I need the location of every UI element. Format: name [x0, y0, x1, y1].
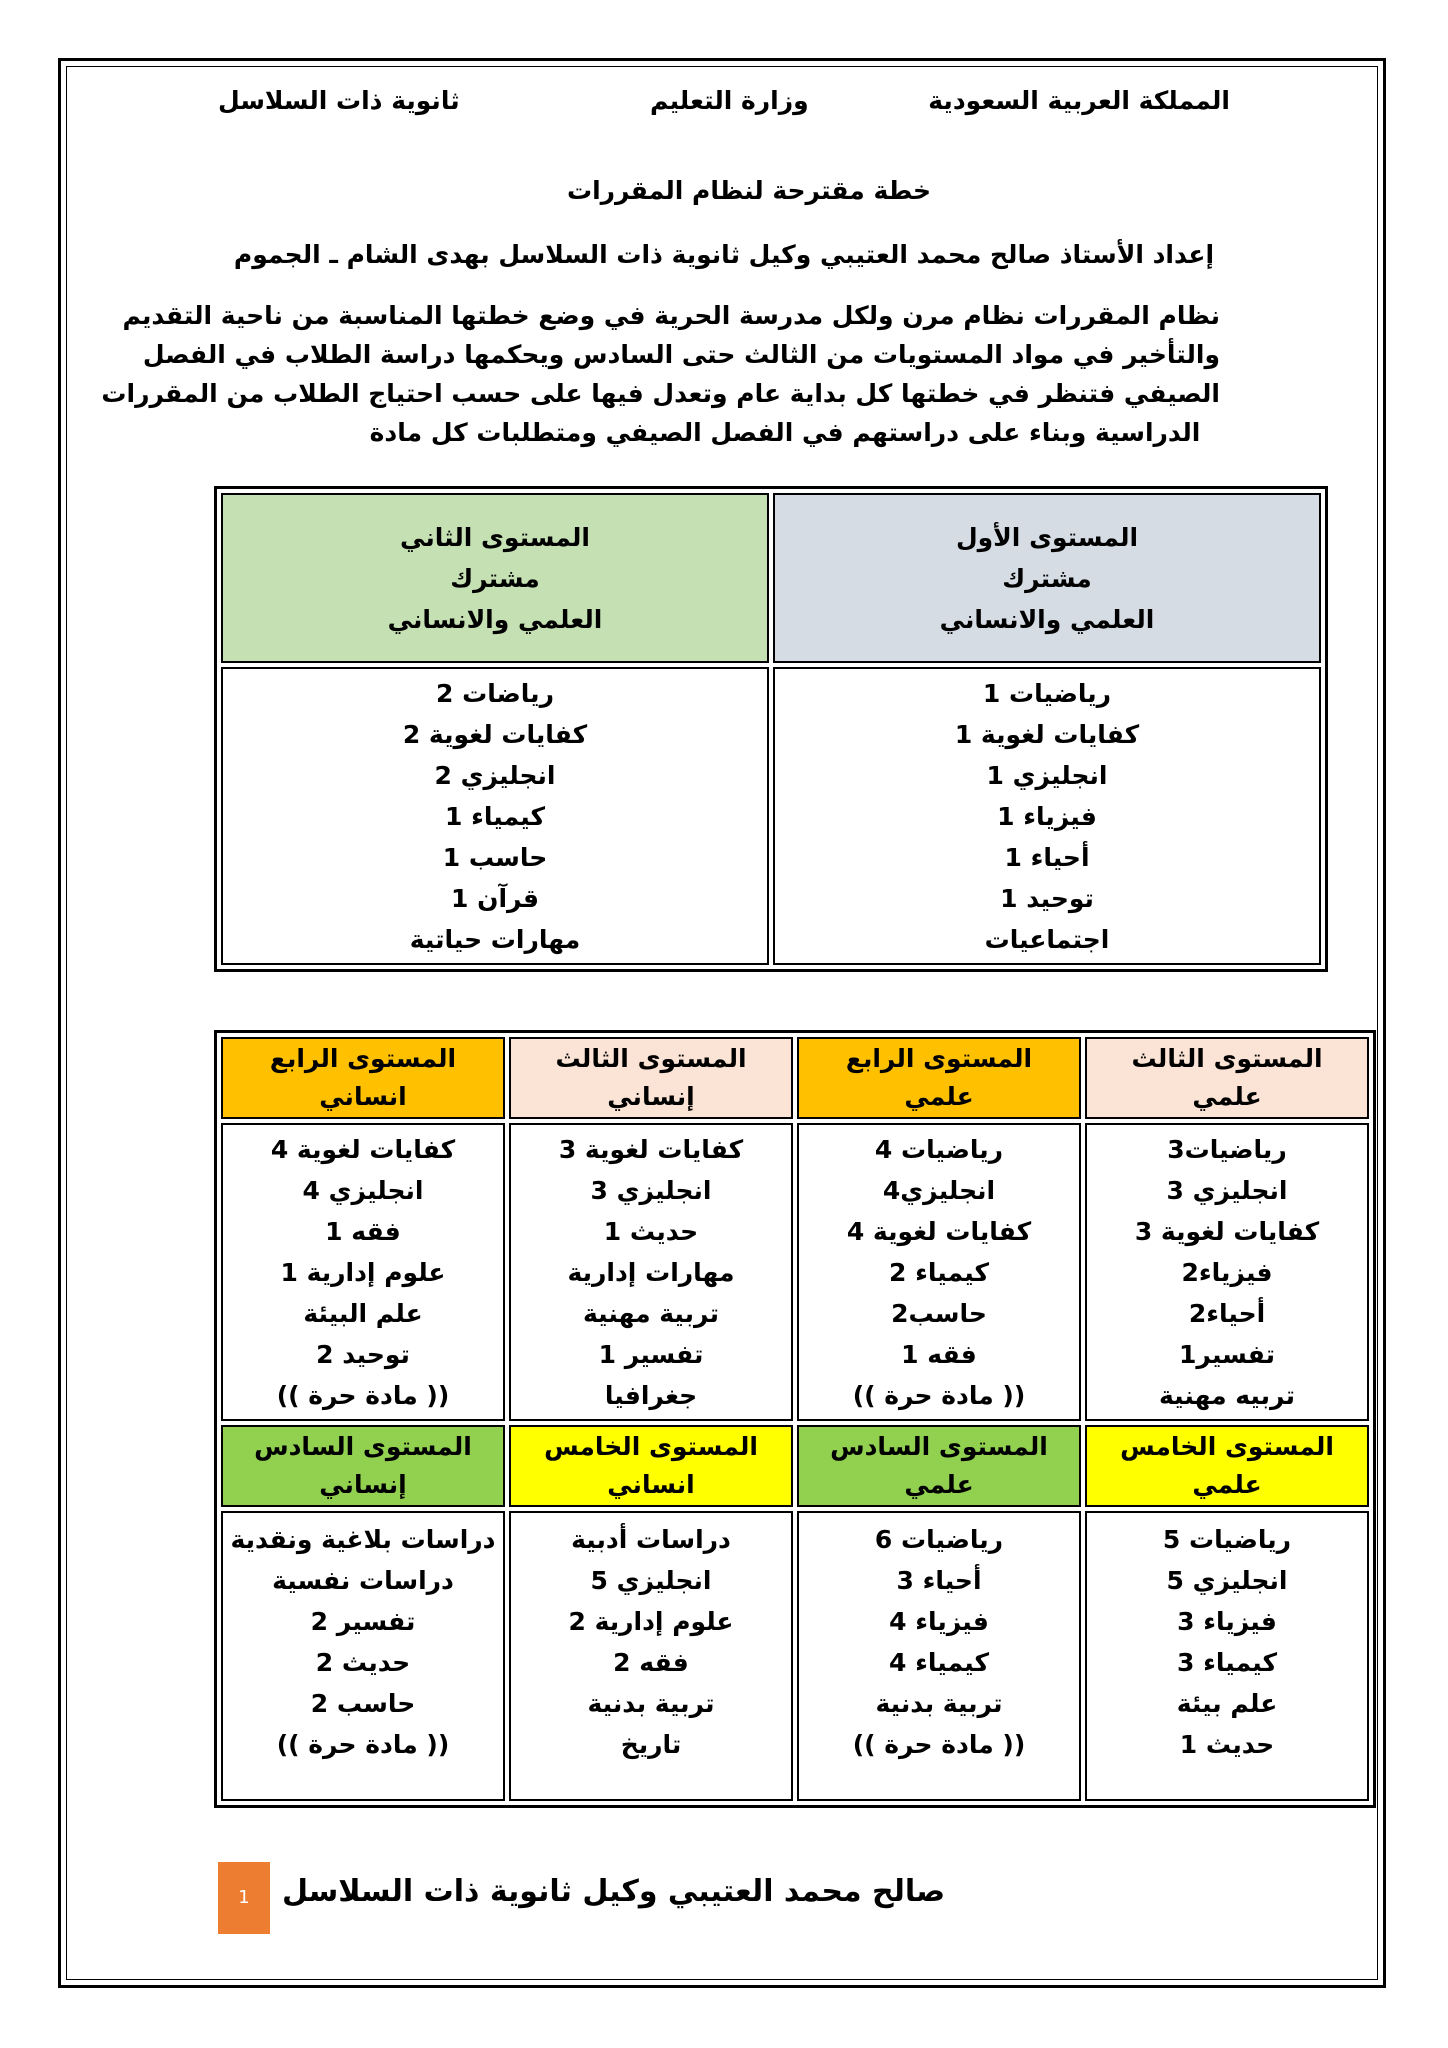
header-country: المملكة العربية السعودية [928, 86, 1230, 115]
subject-item: تاريخ [620, 1730, 682, 1759]
levels-1-2-table [214, 486, 1328, 972]
header-ministry: وزارة التعليم [650, 86, 809, 115]
subject-item: كيمياء 1 [445, 801, 545, 831]
subject-item: حاسب 2 [310, 1689, 416, 1718]
level-track: علمي [904, 1082, 974, 1111]
header-school: ثانوية ذات السلاسل [218, 86, 460, 115]
level-2-header [221, 493, 769, 663]
level-3-humanities-subjects [509, 1123, 793, 1421]
level-track: انساني [607, 1470, 695, 1499]
subject-item: تربية بدنية [875, 1689, 1003, 1718]
document-title: خطة مقترحة لنظام المقررات [566, 176, 932, 205]
subject-item: (( مادة حرة )) [852, 1730, 1026, 1759]
subject-item: فقه 2 [613, 1648, 689, 1677]
subject-item: رياضيات 6 [874, 1525, 1004, 1554]
level-title: المستوى الرابع [269, 1044, 457, 1073]
subject-item: أحياء 1 [1004, 842, 1090, 872]
subject-item: انجليزي 3 [1166, 1175, 1288, 1205]
level-2-subjects [221, 667, 769, 965]
subject-item: حاسب 1 [442, 842, 548, 872]
subject-item: رياضات 2 [436, 678, 554, 708]
level-5-humanities-header [509, 1425, 793, 1507]
subject-item: تفسير1 [1179, 1339, 1275, 1369]
intro-line: الصيفي فتنظر في خطتها كل بداية عام وتعدل فيها على حسب احتياج الطلاب من المقررات [101, 379, 1220, 408]
subject-item: (( مادة حرة )) [852, 1380, 1026, 1410]
subject-item: فيزياء 1 [997, 801, 1097, 831]
level-track: إنساني [319, 1470, 407, 1499]
subject-item: قرآن 1 [451, 883, 539, 913]
subject-item: فيزياء 3 [1177, 1607, 1277, 1636]
subject-item: دراسات نفسية [272, 1566, 454, 1595]
subject-item: علم البيئة [303, 1298, 423, 1328]
subject-item: أحياء2 [1188, 1298, 1266, 1328]
subject-item: حاسب2 [891, 1298, 987, 1328]
subject-item: كفايات لغوية 4 [846, 1216, 1032, 1246]
level-4-science-header [797, 1037, 1081, 1119]
subject-item: فقه 1 [901, 1339, 977, 1369]
subject-item: فيزياء2 [1181, 1257, 1273, 1287]
level-3-humanities-header [509, 1037, 793, 1119]
subject-item: رياضيات 5 [1162, 1525, 1292, 1554]
level-5-science-header [1085, 1425, 1369, 1507]
intro-paragraph [101, 296, 1220, 452]
level-6-humanities-subjects [221, 1511, 505, 1801]
intro-line: الدراسية وبناء على دراستهم في الفصل الصيفي ومتطلبات كل مادة [369, 418, 1201, 447]
subject-item: علوم إدارية 2 [568, 1607, 734, 1636]
subject-item: تفسير 2 [310, 1607, 416, 1636]
level-title: المستوى الرابع [845, 1044, 1033, 1073]
level-2-branch: العلمي والانساني [387, 604, 603, 634]
subject-item: جغرافيا [604, 1380, 698, 1410]
subject-item: حديث 2 [315, 1648, 411, 1677]
levels-3-6-table [214, 1030, 1376, 1808]
level-title: المستوى الثالث [1131, 1044, 1323, 1073]
level-5-science-subjects [1085, 1511, 1369, 1801]
level-1-branch: العلمي والانساني [939, 604, 1155, 634]
subject-item: علوم إدارية 1 [280, 1257, 446, 1287]
subject-item: كيمياء 4 [889, 1648, 989, 1677]
subject-item: اجتماعيات [984, 924, 1110, 954]
subject-item: كفايات لغوية 2 [402, 719, 588, 749]
level-4-humanities-subjects [221, 1123, 505, 1421]
page-number-badge: 1 [218, 1862, 270, 1934]
subject-item: انجليزي 4 [302, 1175, 424, 1205]
level-6-science-subjects [797, 1511, 1081, 1801]
level-track: إنساني [607, 1082, 695, 1111]
subject-item: كيمياء 2 [889, 1257, 989, 1287]
level-title: المستوى الثالث [555, 1044, 747, 1073]
subject-item: تربيه مهنية [1159, 1380, 1295, 1410]
subject-item: كفايات لغوية 3 [558, 1134, 744, 1164]
subject-item: كيمياء 3 [1177, 1648, 1277, 1677]
footer-author: صالح محمد العتيبي وكيل ثانوية ذات السلاسل [282, 1874, 946, 1909]
level-3-science-header [1085, 1037, 1369, 1119]
subject-item: مهارات إدارية [567, 1257, 735, 1287]
intro-line: نظام المقررات نظام مرن ولكل مدرسة الحرية في وضع خطتها المناسبة من ناحية التقديم [122, 301, 1220, 330]
subject-item: انجليزي 3 [590, 1175, 712, 1205]
level-track: انساني [319, 1082, 407, 1111]
level-6-humanities-header [221, 1425, 505, 1507]
level-track: علمي [904, 1470, 974, 1499]
subject-item: انجليزي4 [882, 1175, 996, 1205]
level-track: علمي [1192, 1470, 1262, 1499]
level-1-title: المستوى الأول [955, 522, 1139, 552]
subject-item: أحياء 3 [896, 1566, 982, 1595]
subject-item: (( مادة حرة )) [276, 1730, 450, 1759]
subject-item: فقه 1 [325, 1216, 401, 1246]
subject-item: فيزياء 4 [889, 1607, 989, 1636]
level-title: المستوى السادس [254, 1432, 472, 1461]
level-5-humanities-subjects [509, 1511, 793, 1801]
level-1-header [773, 493, 1321, 663]
subject-item: كفايات لغوية 1 [954, 719, 1140, 749]
subject-item: تربية مهنية [583, 1298, 719, 1328]
author-line: إعداد الأستاذ صالح محمد العتيبي وكيل ثانوية ذات السلاسل بهدى الشام ـ الجموم [233, 240, 1215, 269]
subject-item: حديث 1 [603, 1216, 699, 1246]
level-6-science-header [797, 1425, 1081, 1507]
level-3-science-subjects [1085, 1123, 1369, 1421]
subject-item: تربية بدنية [587, 1689, 715, 1718]
subject-item: مهارات حياتية [409, 924, 581, 954]
subject-item: رياضيات 4 [874, 1134, 1004, 1164]
subject-item: دراسات أدبية [571, 1525, 731, 1554]
level-4-humanities-header [221, 1037, 505, 1119]
subject-item: حديث 1 [1179, 1730, 1275, 1759]
level-title: المستوى السادس [830, 1432, 1048, 1461]
subject-item: رياضيات3 [1167, 1134, 1287, 1164]
intro-line: والتأخير في مواد المستويات من الثالث حتى السادس ويحكمها دراسة الطلاب في الفصل [142, 340, 1220, 369]
subject-item: انجليزي 5 [590, 1566, 712, 1595]
subject-item: تفسير 1 [598, 1339, 704, 1369]
subject-item: توحيد 1 [1000, 883, 1094, 913]
level-2-track: مشترك [450, 563, 540, 593]
level-2-title: المستوى الثاني [400, 522, 590, 552]
level-1-track: مشترك [1002, 563, 1092, 593]
level-title: المستوى الخامس [544, 1432, 758, 1461]
subject-item: انجليزي 1 [986, 760, 1108, 790]
level-title: المستوى الخامس [1120, 1432, 1334, 1461]
subject-item: توحيد 2 [316, 1339, 410, 1369]
subject-item: كفايات لغوية 3 [1134, 1216, 1320, 1246]
level-track: علمي [1192, 1082, 1262, 1111]
subject-item: انجليزي 5 [1166, 1566, 1288, 1595]
subject-item: انجليزي 2 [434, 760, 556, 790]
level-4-science-subjects [797, 1123, 1081, 1421]
subject-item: علم بيئة [1176, 1689, 1278, 1718]
level-1-subjects [773, 667, 1321, 965]
subject-item: كفايات لغوية 4 [270, 1134, 456, 1164]
subject-item: رياضيات 1 [982, 678, 1112, 708]
subject-item: دراسات بلاغية ونقدية [230, 1525, 496, 1554]
subject-item: (( مادة حرة )) [276, 1380, 450, 1410]
